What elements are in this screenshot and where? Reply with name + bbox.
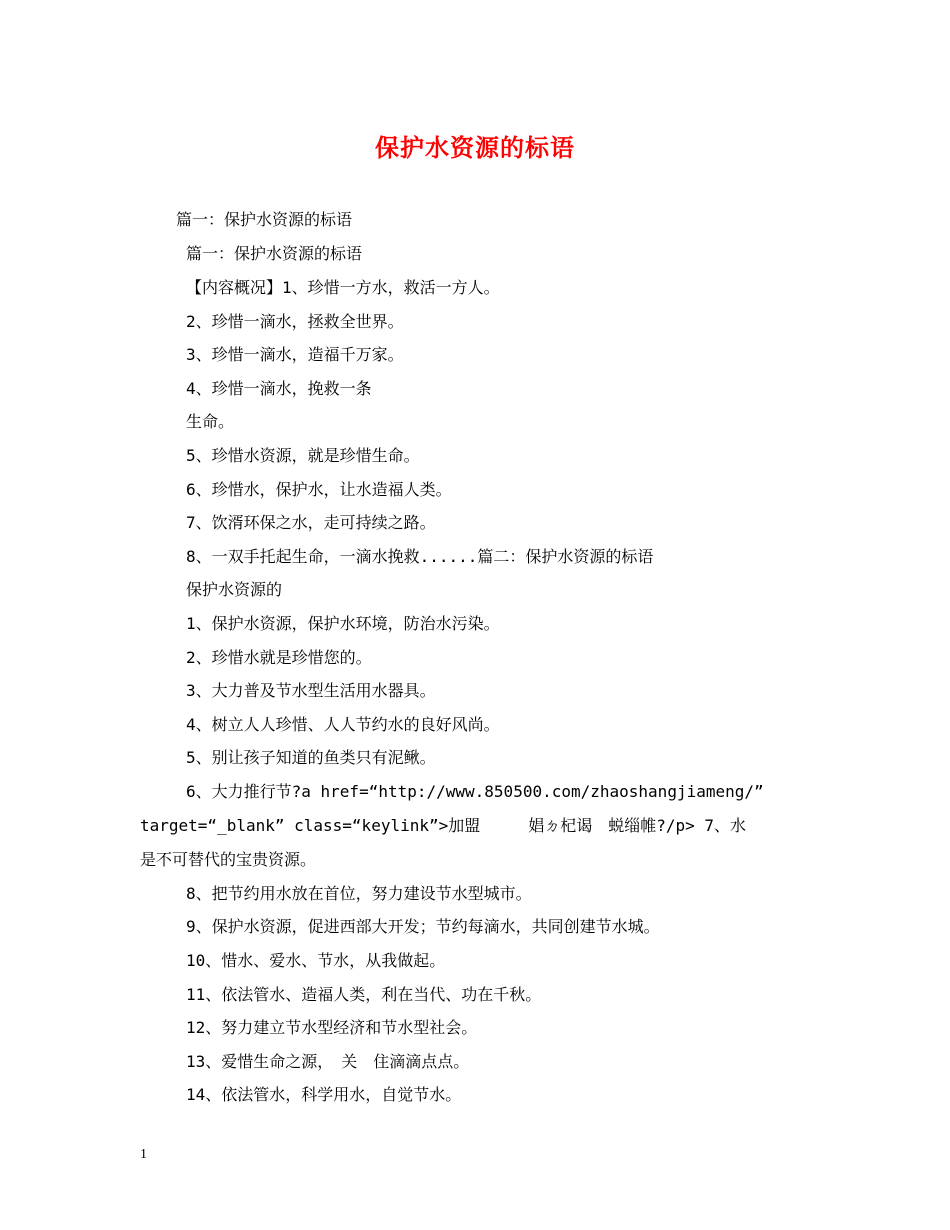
text-line: 保护水资源的	[186, 580, 283, 599]
text-line: 5、别让孩子知道的鱼类只有泥鳅。	[186, 748, 436, 767]
text-line: 14、依法管水，科学用水，自觉节水。	[186, 1085, 462, 1104]
text-line: 是不可替代的宝贵资源。	[140, 850, 317, 869]
text-line: 3、大力普及节水型生活用水器具。	[186, 681, 436, 700]
page-number: 1	[140, 1147, 147, 1162]
text-line: target=“_blank” class=“keylink”>加盟 娼ㄉ杞谒 蜕缁帷?/p> 7、水	[140, 816, 747, 835]
text-line: 篇一：保护水资源的标语	[186, 244, 363, 263]
text-line: 5、珍惜水资源，就是珍惜生命。	[186, 446, 420, 465]
text-line: 4、珍惜一滴水，挽救一条	[186, 379, 372, 398]
text-line: 3、珍惜一滴水，造福千万家。	[186, 345, 404, 364]
text-line: 7、饮湑环保之水，走可持续之路。	[186, 513, 436, 532]
text-line: 6、珍惜水，保护水，让水造福人类。	[186, 480, 452, 499]
document-title: 保护水资源的标语	[375, 133, 575, 162]
text-line: 11、依法管水、造福人类，利在当代、功在千秋。	[186, 985, 542, 1004]
text-line: 2、珍惜一滴水，拯救全世界。	[186, 312, 404, 331]
text-line: 13、爱惜生命之源， 关 住滴滴点点。	[186, 1052, 470, 1071]
text-line: 生命。	[186, 412, 235, 431]
text-line: 篇一：保护水资源的标语	[176, 210, 353, 229]
text-line: 1、保护水资源，保护水环境，防治水污染。	[186, 614, 500, 633]
text-line: 8、一双手托起生命，一滴水挽救......篇二：保护水资源的标语	[186, 547, 654, 566]
text-line: 2、珍惜水就是珍惜您的。	[186, 648, 372, 667]
text-line: 10、惜水、爱水、节水，从我做起。	[186, 951, 446, 970]
text-line: 9、保护水资源，促进西部大开发；节约每滴水，共同创建节水城。	[186, 917, 660, 936]
text-line: 4、树立人人珍惜、人人节约水的良好风尚。	[186, 715, 500, 734]
text-line: 【内容概况】1、珍惜一方水，救活一方人。	[186, 278, 500, 297]
text-line: 6、大力推行节?a href=“http://www.850500.com/zhaoshangjiameng/”	[186, 782, 764, 801]
text-line: 8、把节约用水放在首位，努力建设节水型城市。	[186, 884, 532, 903]
text-line: 12、努力建立节水型经济和节水型社会。	[186, 1018, 478, 1037]
